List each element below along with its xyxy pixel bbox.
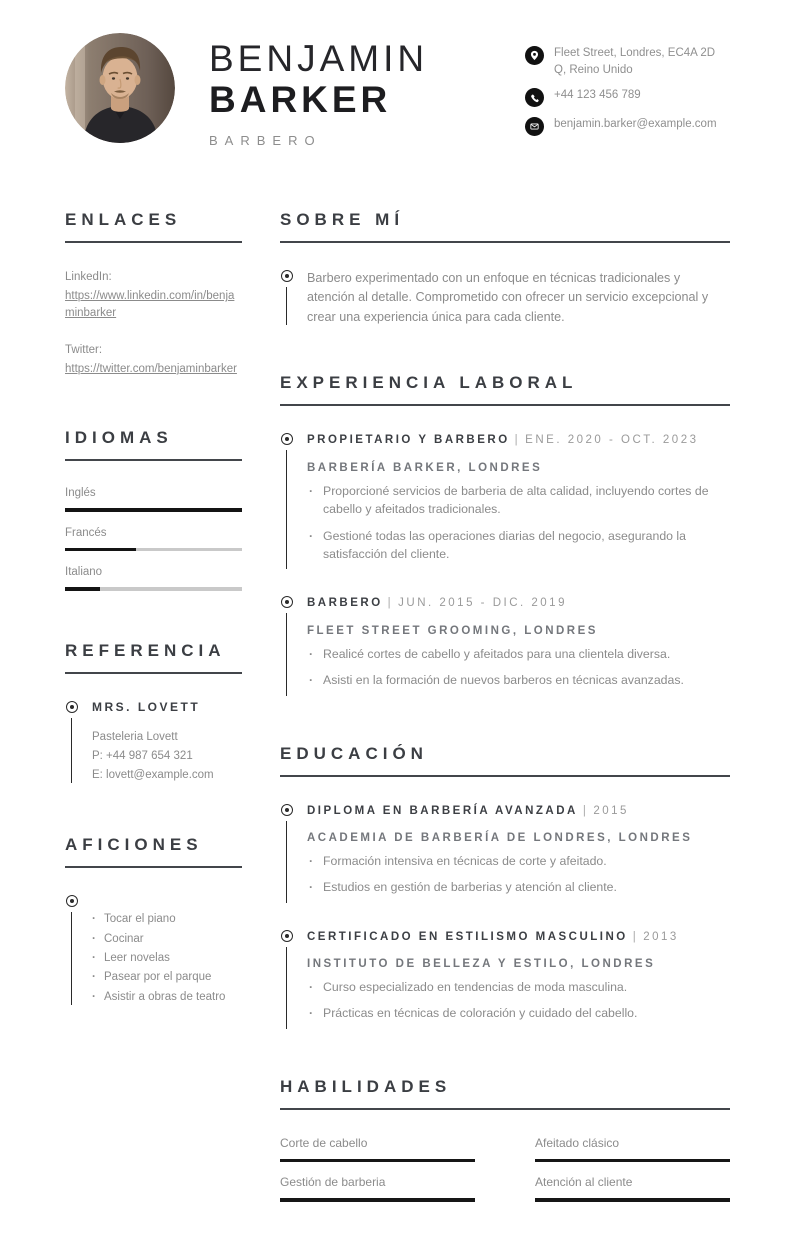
location-icon (525, 46, 544, 65)
email-icon (525, 117, 544, 136)
degree-name: CERTIFICADO EN ESTILISMO MASCULINO (307, 930, 628, 943)
timeline-dot-icon (281, 804, 293, 816)
degree-bullet: · Prácticas en técnicas de coloración y cuidado del cabello. (307, 1004, 730, 1022)
about-text: Barbero experimentado con un enfoque en técnicas tradicionales y atención al detalle. Comprometido con ofrecer un servicio excepcional y crear una experiencia única para cada cliente. (307, 270, 709, 324)
skill-item (280, 1175, 475, 1202)
reference-body (92, 700, 242, 786)
degree-school: INSTITUTO DE BELLEZA Y ESTILO, LONDRES (307, 957, 656, 970)
contact-address-row (525, 45, 730, 78)
reference-entry (65, 700, 242, 786)
degree-bullets (307, 852, 730, 897)
twitter-label: Twitter: (65, 343, 103, 356)
timeline-dot-icon (281, 596, 293, 608)
first-name: BENJAMIN (209, 38, 429, 79)
timeline-line (286, 613, 288, 695)
timeline-dot-icon (281, 930, 293, 942)
section-enlaces (65, 210, 242, 378)
reference-company: Pasteleria Lovett (92, 731, 178, 744)
job-role: PROPIETARIO Y BARBERO (307, 434, 510, 447)
job-role: BARBERO (307, 597, 383, 610)
contact-block (525, 33, 730, 145)
timeline-marker (280, 269, 293, 328)
job-bullets (307, 645, 730, 690)
sidebar (65, 210, 242, 1248)
about-entry (280, 269, 730, 328)
job-dates: ENE. 2020 - OCT. 2023 (525, 434, 699, 447)
email-text: benjamin.barker@example.com (554, 118, 717, 131)
idiomas-title: IDIOMAS (65, 428, 242, 461)
last-name: BARKER (209, 79, 392, 121)
degree-bullet: · Formación intensiva en técnicas de corte y afeitado. (307, 852, 730, 870)
main-content (280, 210, 730, 1248)
educacion-title: EDUCACIÓN (280, 744, 730, 777)
degree-dates: 2013 (643, 930, 679, 943)
job-title: BARBERO (209, 132, 322, 148)
separator: | (582, 804, 589, 817)
section-referencia (65, 641, 242, 786)
timeline-dot-icon (66, 895, 78, 907)
degree-body (307, 929, 730, 1031)
timeline-marker (280, 595, 293, 697)
reference-email: E: lovett@example.com (92, 769, 214, 782)
degree-entry (280, 803, 730, 905)
experiencia-title: EXPERIENCIA LABORAL (280, 373, 730, 406)
degree-school: ACADEMIA DE BARBERÍA DE LONDRES, LONDRES (307, 831, 693, 844)
skill-label: Atención al cliente (535, 1175, 633, 1190)
sobre-mi-title: SOBRE MÍ (280, 210, 730, 243)
skill-label: Afeitado clásico (535, 1135, 620, 1150)
header (65, 33, 730, 148)
skill-item (280, 1136, 475, 1163)
degree-dates: 2015 (593, 804, 629, 817)
timeline-marker (280, 803, 293, 905)
timeline-marker (280, 432, 293, 571)
reference-phone: P: +44 987 654 321 (92, 750, 193, 763)
skill-bar (535, 1198, 730, 1202)
language-name: Francés (65, 526, 107, 539)
job-bullet: · Proporcioné servicios de barberia de alta calidad, incluyendo cortes de cabello y afeitados tradicionales. (307, 482, 730, 519)
timeline-line (286, 287, 288, 326)
separator: | (632, 930, 639, 943)
timeline-dot-icon (281, 270, 293, 282)
timeline-marker (280, 929, 293, 1031)
skill-item (535, 1175, 730, 1202)
language-bar-fill (65, 587, 100, 591)
hobby-item: · Tocar el piano (92, 910, 242, 928)
language-bar-fill (65, 548, 136, 552)
degree-bullets (307, 978, 730, 1023)
language-item (65, 566, 242, 591)
section-aficiones (65, 835, 242, 1007)
hobby-item: · Pasear por el parque (92, 968, 242, 986)
language-bar-track (65, 587, 242, 591)
timeline-line (71, 718, 73, 784)
skills-grid (280, 1136, 730, 1202)
degree-head (307, 803, 730, 820)
name-block (209, 33, 525, 148)
hobbies-list (92, 910, 242, 1006)
job-entry (280, 595, 730, 697)
phone-icon (525, 88, 544, 107)
contact-phone-row (525, 87, 730, 107)
timeline-dot-icon (66, 701, 78, 713)
timeline-marker (65, 700, 78, 786)
degree-body (307, 803, 730, 905)
skill-label: Gestión de barberia (280, 1175, 386, 1190)
linkedin-link-item (65, 269, 242, 323)
job-bullet: · Gestioné todas las operaciones diarias del negocio, asegurando la satisfacción del cliente. (307, 527, 730, 564)
profile-photo-image (65, 33, 175, 143)
separator: | (387, 597, 394, 610)
hobbies-body (92, 894, 242, 1007)
hobby-item: · Leer novelas (92, 949, 242, 967)
timeline-dot-icon (281, 433, 293, 445)
section-idiomas (65, 428, 242, 591)
job-bullets (307, 482, 730, 564)
about-body (307, 269, 730, 328)
language-bar-track (65, 548, 242, 552)
job-company: BARBERÍA BARKER, LONDRES (307, 461, 543, 474)
section-experiencia (280, 373, 730, 697)
skill-label: Corte de cabello (280, 1135, 368, 1150)
twitter-link-item (65, 342, 242, 379)
language-name: Inglés (65, 487, 96, 500)
reference-details (92, 728, 242, 785)
language-bar-fill (65, 508, 242, 512)
aficiones-title: AFICIONES (65, 835, 242, 868)
skill-bar (280, 1198, 475, 1202)
language-item (65, 527, 242, 552)
language-item (65, 487, 242, 512)
content-columns (65, 210, 730, 1248)
twitter-link[interactable]: https://twitter.com/benjaminbarker (65, 362, 237, 375)
profile-photo (65, 33, 175, 143)
address-text: Fleet Street, Londres, EC4A 2DQ, Reino Unido (554, 47, 716, 76)
habilidades-title: HABILIDADES (280, 1077, 730, 1110)
section-habilidades (280, 1077, 730, 1202)
language-bar-track (65, 508, 242, 512)
language-name: Italiano (65, 566, 103, 579)
job-bullet: · Realicé cortes de cabello y afeitados para una clientela diversa. (307, 645, 730, 663)
skill-item (535, 1136, 730, 1163)
hobby-item: · Asistir a obras de teatro (92, 988, 242, 1006)
timeline-line (286, 450, 288, 569)
job-entry (280, 432, 730, 571)
linkedin-link[interactable]: https://www.linkedin.com/in/benjaminbarker (65, 290, 235, 320)
phone-text: +44 123 456 789 (554, 89, 641, 102)
timeline-marker (65, 894, 78, 1007)
hobbies-entry (65, 894, 242, 1007)
reference-name: MRS. LOVETT (92, 699, 201, 714)
degree-bullet: · Estudios en gestión de barberias y atención al cliente. (307, 878, 730, 896)
degree-name: DIPLOMA EN BARBERÍA AVANZADA (307, 804, 578, 817)
skill-bar (535, 1159, 730, 1163)
job-body (307, 432, 730, 571)
timeline-line (71, 912, 73, 1005)
job-bullet: · Asisti en la formación de nuevos barberos en técnicas avanzadas. (307, 671, 730, 689)
contact-email-row (525, 116, 730, 136)
separator: | (514, 434, 521, 447)
job-body (307, 595, 730, 697)
linkedin-label: LinkedIn: (65, 270, 112, 283)
job-company: FLEET STREET GROOMING, LONDRES (307, 624, 598, 637)
degree-head (307, 929, 730, 946)
degree-entry (280, 929, 730, 1031)
timeline-line (286, 947, 288, 1029)
job-head (307, 595, 730, 612)
hobby-item: · Cocinar (92, 930, 242, 948)
skill-bar (280, 1159, 475, 1163)
referencia-title: REFERENCIA (65, 641, 242, 674)
enlaces-title: ENLACES (65, 210, 242, 243)
section-educacion (280, 744, 730, 1031)
timeline-line (286, 821, 288, 903)
degree-bullet: · Curso especializado en tendencias de moda masculina. (307, 978, 730, 996)
job-dates: JUN. 2015 - DIC. 2019 (398, 597, 567, 610)
job-head (307, 432, 730, 449)
section-sobre-mi (280, 210, 730, 328)
